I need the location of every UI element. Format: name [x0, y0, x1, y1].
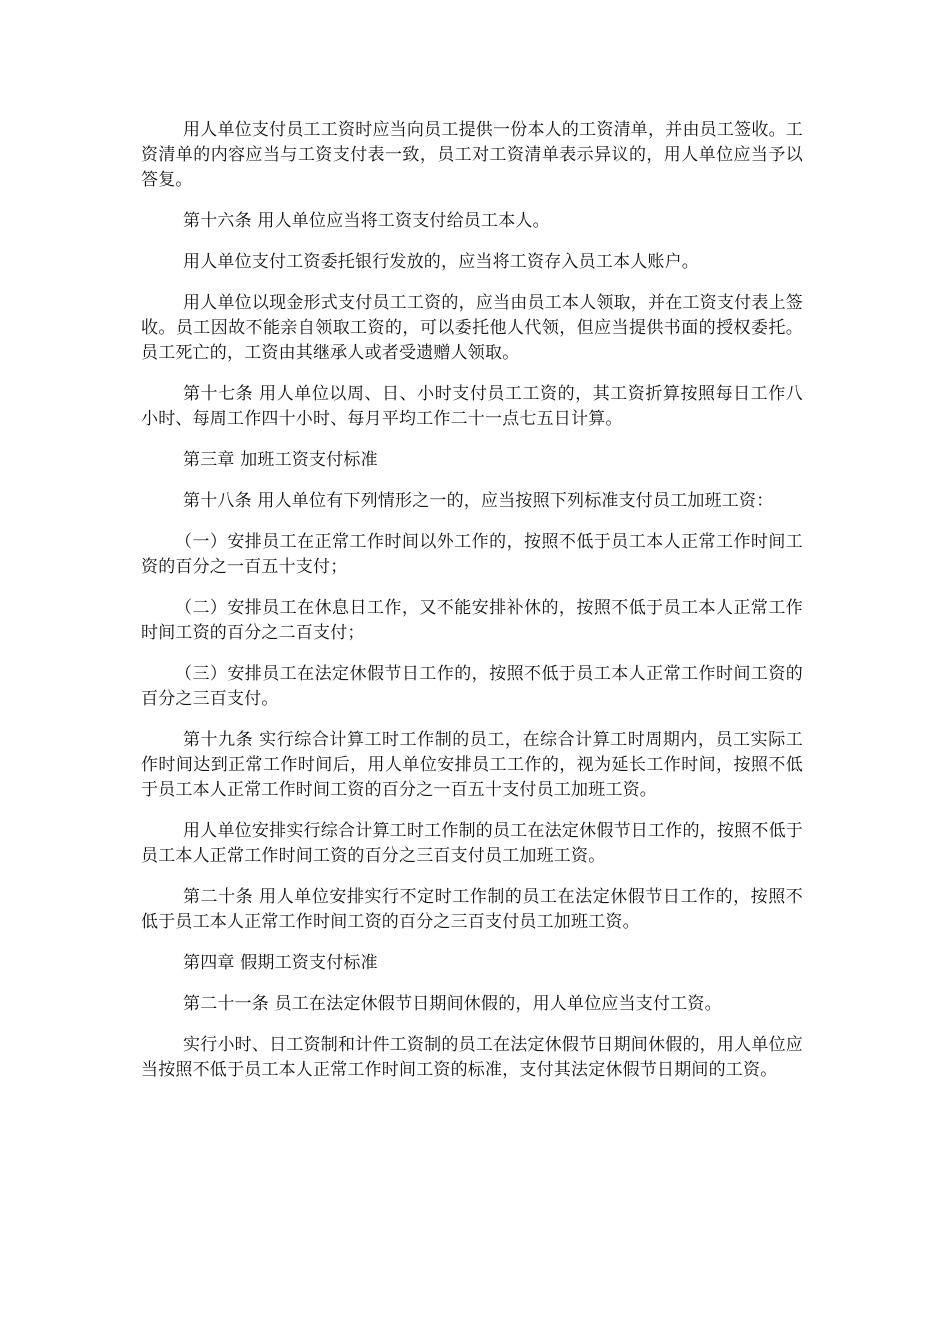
- article-18-item-3: （三）安排员工在法定休假节日工作的，按照不低于员工本人正常工作时间工资的百分之三百支付。: [141, 664, 803, 709]
- article-18-item-1: （一）安排员工在正常工作时间以外工作的，按照不低于员工本人正常工作时间工资的百分之一百五十支付；: [141, 532, 803, 577]
- chapter-3-heading: 第三章 加班工资支付标准: [183, 450, 378, 470]
- article-21: 第二十一条 员工在法定休假节日期间休假的，用人单位应当支付工资。: [183, 994, 722, 1014]
- article-18-item-2: （二）安排员工在休息日工作，又不能安排补休的，按照不低于员工本人正常工作时间工资的百分之二百支付；: [141, 598, 803, 643]
- article-17: 第十七条 用人单位以周、日、小时支付员工工资的，其工资折算按照每日工作八小时、每周工作四十小时、每月平均工作二十一点七五日计算。: [141, 384, 803, 429]
- paragraph-cash-payment: 用人单位以现金形式支付员工工资的，应当由员工本人领取，并在工资支付表上签收。员工因故不能亲自领取工资的，可以委托他人代领，但应当提供书面的授权委托。员工死亡的，工资由其继承人或者受遗赠人领取。: [141, 293, 803, 363]
- paragraph-hourly-daily-piecework: 实行小时、日工资制和计件工资制的员工在法定休假节日期间休假的，用人单位应当按照不低于员工本人正常工作时间工资的标准，支付其法定休假节日期间的工资。: [141, 1035, 803, 1080]
- article-20: 第二十条 用人单位安排实行不定时工作制的员工在法定休假节日工作的，按照不低于员工本人正常工作时间工资的百分之三百支付员工加班工资。: [141, 887, 803, 932]
- paragraph-bank-payment: 用人单位支付工资委托银行发放的，应当将工资存入员工本人账户。: [183, 252, 699, 272]
- article-19: 第十九条 实行综合计算工时工作制的员工，在综合计算工时周期内，员工实际工作时间达到正常工作时间后，用人单位安排员工工作的，视为延长工作时间，按照不低于员工本人正常工作时间工资的百分之一百五十支付员工加班工资。: [141, 730, 803, 800]
- article-18: 第十八条 用人单位有下列情形之一的，应当按照下列标准支付员工加班工资：: [183, 491, 774, 511]
- paragraph-comprehensive-hours-holiday: 用人单位安排实行综合计算工时工作制的员工在法定休假节日工作的，按照不低于员工本人正常工作时间工资的百分之三百支付员工加班工资。: [141, 821, 803, 866]
- paragraph-wage-slip: 用人单位支付员工工资时应当向员工提供一份本人的工资清单，并由员工签收。工资清单的内容应当与工资支付表一致，员工对工资清单表示异议的，用人单位应当予以答复。: [141, 120, 803, 190]
- document-body: [141, 118, 803, 1099]
- article-16: 第十六条 用人单位应当将工资支付给员工本人。: [183, 211, 550, 231]
- chapter-4-heading: 第四章 假期工资支付标准: [183, 953, 378, 973]
